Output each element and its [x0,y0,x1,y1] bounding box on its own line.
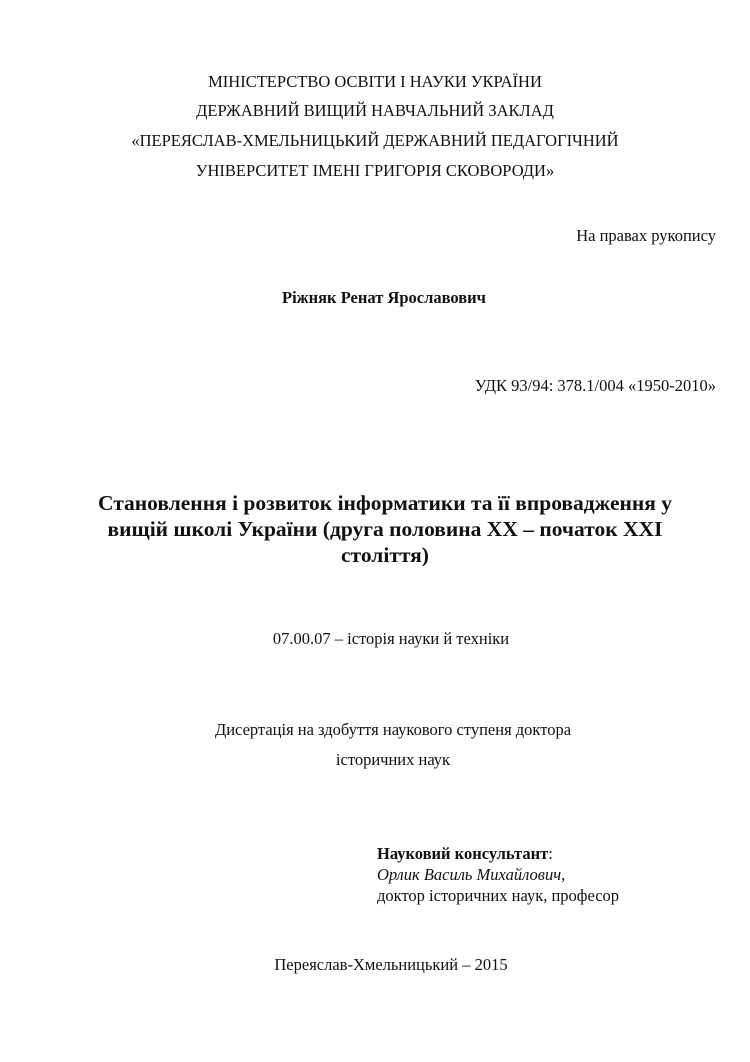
university-name-line-2: УНІВЕРСИТЕТ ІМЕНІ ГРИГОРІЯ СКОВОРОДИ» [195,161,555,180]
consultant-name-comma: , [561,865,566,884]
dissertation-title-line-3: століття) [341,543,429,567]
consultant-degree: доктор історичних наук, професор [377,886,620,905]
city-year-footer: Переяслав-Хмельницький – 2015 [274,955,508,974]
dissertation-title-line-1: Становлення і розвиток інформатики та її впровадження у [97,491,673,515]
scientific-consultant-block [377,843,619,906]
dissertation-title-line-2: вищій школі України (друга половина ХХ – початок ХХІ [107,517,663,541]
institution-type-heading: ДЕРЖАВНИЙ ВИЩИЙ НАВЧАЛЬНИЙ ЗАКЛАД [196,101,554,120]
degree-statement-line-1: Дисертація на здобуття наукового ступеня доктора [214,720,572,739]
specialty-code: 07.00.07 – історія науки й техніки [272,629,510,648]
consultant-name-row [377,864,619,885]
ministry-heading: МІНІСТЕРСТВО ОСВІТИ І НАУКИ УКРАЇНИ [208,72,542,91]
consultant-label-colon: : [548,844,553,863]
author-name: Ріжняк Ренат Ярославович [282,288,486,307]
manuscript-note: На правах рукопису [576,226,716,245]
udc-code: УДК 93/94: 378.1/004 «1950-2010» [474,376,716,395]
consultant-label: Науковий консультант [377,844,549,863]
degree-statement-line-2: історичних наук [335,750,451,769]
university-name-line-1: «ПЕРЕЯСЛАВ-ХМЕЛЬНИЦЬКИЙ ДЕРЖАВНИЙ ПЕДАГОГІЧНИЙ [131,131,619,150]
consultant-name: Орлик Василь Михайлович [377,865,562,884]
consultant-label-row [377,843,619,864]
